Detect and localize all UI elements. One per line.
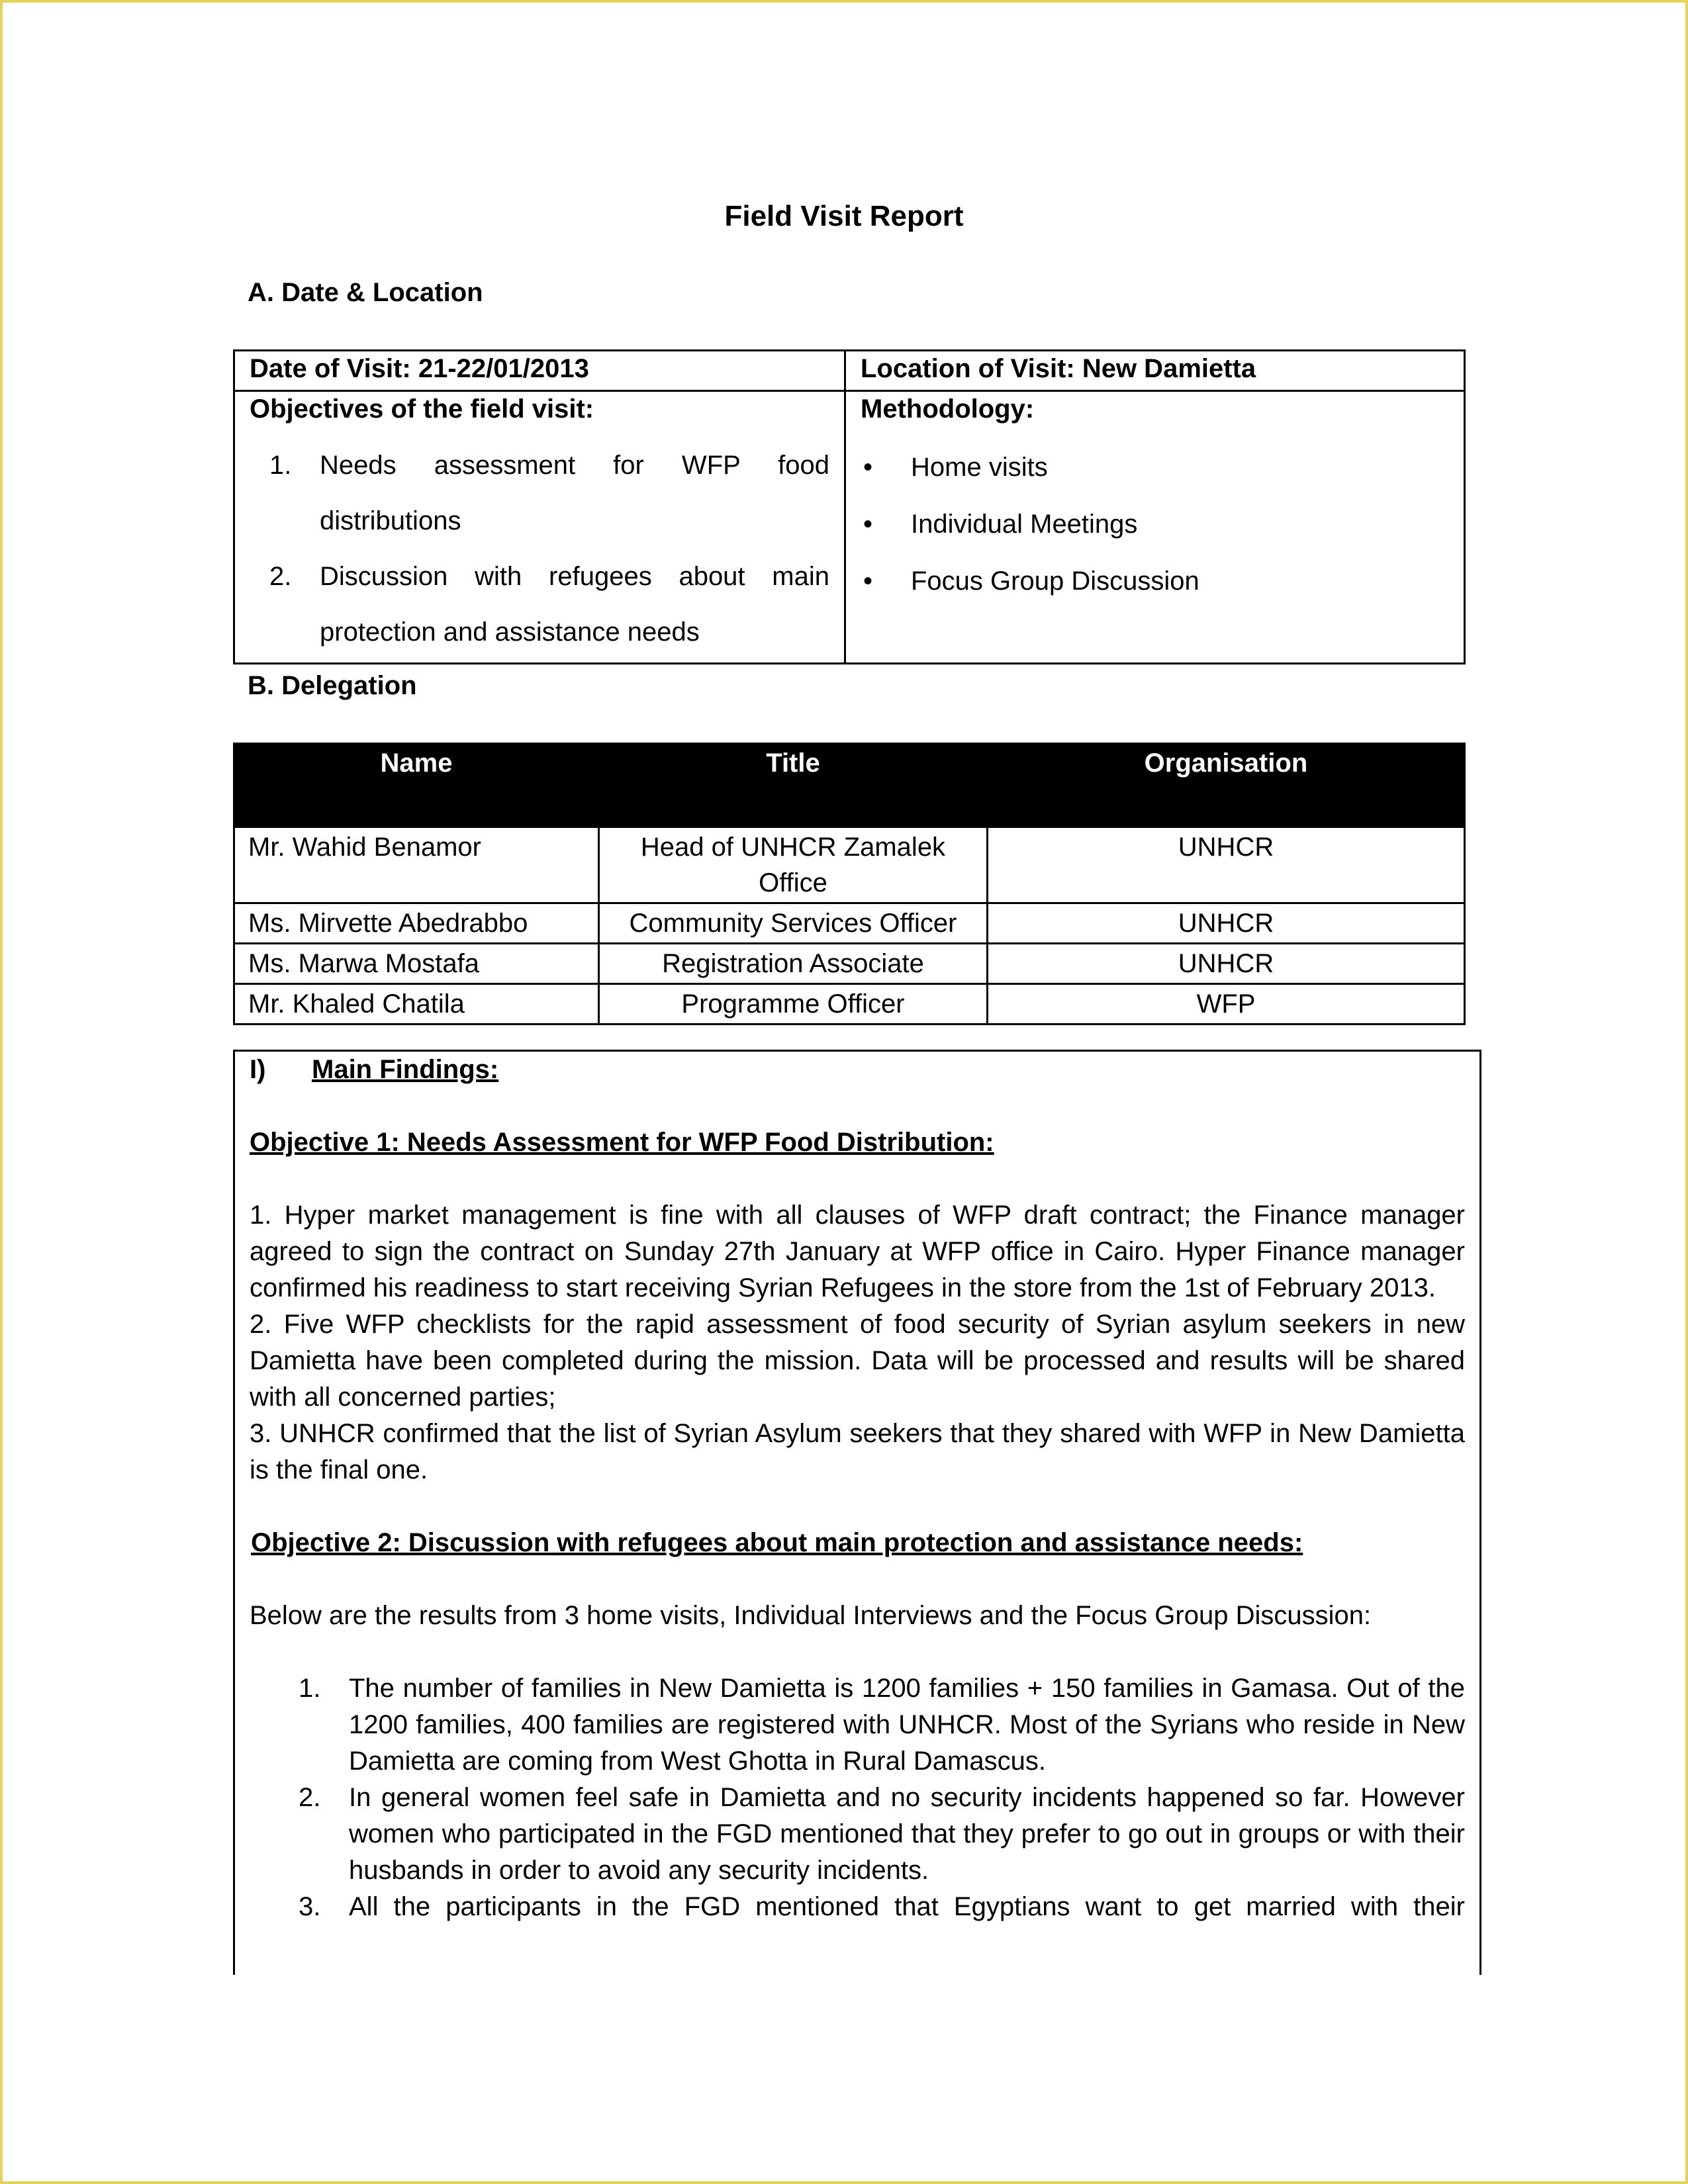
objectives-cell (234, 391, 845, 664)
location-of-visit-cell: Location of Visit: New Damietta (845, 351, 1465, 391)
methodology-label: Methodology: (861, 394, 1035, 424)
delegate-name: Mr. Khaled Chatila (234, 984, 599, 1024)
bullet-icon: • (863, 453, 873, 482)
list-text: All the participants in the FGD mentioned that Egyptians want to get married with their (349, 1892, 1465, 1921)
objective-text: Discussion with refugees about main protection and assistance needs (320, 562, 829, 647)
column-header-name: Name (234, 744, 599, 827)
list-item (250, 1889, 1465, 1925)
list-number: 1. (299, 1674, 321, 1703)
methodology-item (861, 553, 1449, 610)
list-text: In general women feel safe in Damietta and no security incidents happened so far. However women who participated in the FGD mentioned that they prefer to go out in groups or with their husbands in order to avoid any security incidents. (349, 1783, 1465, 1885)
methodology-text: Individual Meetings (911, 510, 1138, 539)
list-number: 3. (299, 1892, 321, 1921)
list-item (250, 1780, 1465, 1889)
methodology-text: Focus Group Discussion (911, 567, 1199, 596)
main-findings-title: Main Findings: (312, 1055, 499, 1084)
objective-2-list (250, 1670, 1465, 1925)
objective-1-paragraph: 1. Hyper market management is fine with all clauses of WFP draft contract; the Finance manager agreed to sign the contract on Sunday 27th January at WFP office in Cairo. Hyper Finance manager confirmed his readiness to start receiving Syrian Refugees in the store from the 1st of February 2013. (250, 1201, 1465, 1302)
delegate-organisation: UNHCR (988, 827, 1465, 903)
objective-2-heading: Objective 2: Discussion with refugees about main protection and assistance needs: (251, 1528, 1303, 1557)
delegate-title: Head of UNHCR Zamalek Office (599, 827, 988, 903)
objective-number: 1. (269, 451, 292, 480)
delegate-organisation: UNHCR (988, 903, 1465, 944)
main-findings-heading (250, 1052, 1465, 1088)
column-header-organisation: Organisation (988, 744, 1465, 827)
page-title: Field Visit Report (724, 200, 964, 232)
methodology-list (861, 439, 1449, 610)
main-findings-box (233, 1050, 1481, 1975)
column-header-title: Title (599, 744, 988, 827)
date-of-visit-cell: Date of Visit: 21-22/01/2013 (234, 351, 845, 391)
objective-1-paragraph: 2. Five WFP checklists for the rapid assessment of food security of Syrian asylum seekers in new Damietta have been completed during the mission. Data will be processed and results will be shared with all concerned parties; (250, 1310, 1465, 1412)
delegate-organisation: WFP (988, 984, 1465, 1024)
delegate-title: Programme Officer (599, 984, 988, 1024)
objectives-list (250, 437, 829, 660)
objective-text: Needs assessment for WFP food distributions (320, 451, 829, 535)
objective-number: 2. (269, 562, 292, 591)
section-a-heading: A. Date & Location (248, 278, 483, 307)
objective-2-intro: Below are the results from 3 home visits, Individual Interviews and the Focus Group Discussion: (250, 1601, 1372, 1630)
table-row (234, 984, 1465, 1024)
table-row (234, 903, 1465, 944)
table-row (234, 827, 1465, 903)
objective-1-paragraph: 3. UNHCR confirmed that the list of Syrian Asylum seekers that they shared with WFP in New Damietta is the final one. (250, 1419, 1465, 1484)
objective-item (250, 437, 829, 549)
delegate-name: Ms. Marwa Mostafa (234, 944, 599, 984)
delegation-header-row (234, 744, 1465, 827)
list-text: The number of families in New Damietta is 1200 families + 150 families in Gamasa. Out of the 1200 families, 400 families are registered with UNHCR. Most of the Syrians who reside in New Damietta are coming from West Ghotta in Rural Damascus. (349, 1674, 1465, 1776)
date-location-table (233, 349, 1466, 664)
delegate-name: Ms. Mirvette Abedrabbo (234, 903, 599, 944)
methodology-item (861, 496, 1449, 553)
list-number: 2. (299, 1783, 321, 1812)
objective-1-heading: Objective 1: Needs Assessment for WFP Food Distribution: (250, 1128, 994, 1157)
objectives-label: Objectives of the field visit: (250, 394, 594, 424)
list-item (250, 1670, 1465, 1780)
bullet-icon: • (863, 510, 873, 539)
section-numeral: I) (250, 1055, 266, 1084)
delegate-organisation: UNHCR (988, 944, 1465, 984)
delegation-table (233, 743, 1466, 1025)
objective-item (250, 549, 829, 660)
bullet-icon: • (863, 567, 873, 596)
delegate-title: Community Services Officer (599, 903, 988, 944)
delegate-name: Mr. Wahid Benamor (234, 827, 599, 903)
table-row (234, 944, 1465, 984)
section-b-heading: B. Delegation (248, 671, 417, 700)
delegate-title: Registration Associate (599, 944, 988, 984)
methodology-text: Home visits (911, 453, 1048, 482)
methodology-cell (845, 391, 1465, 664)
methodology-item (861, 439, 1449, 496)
